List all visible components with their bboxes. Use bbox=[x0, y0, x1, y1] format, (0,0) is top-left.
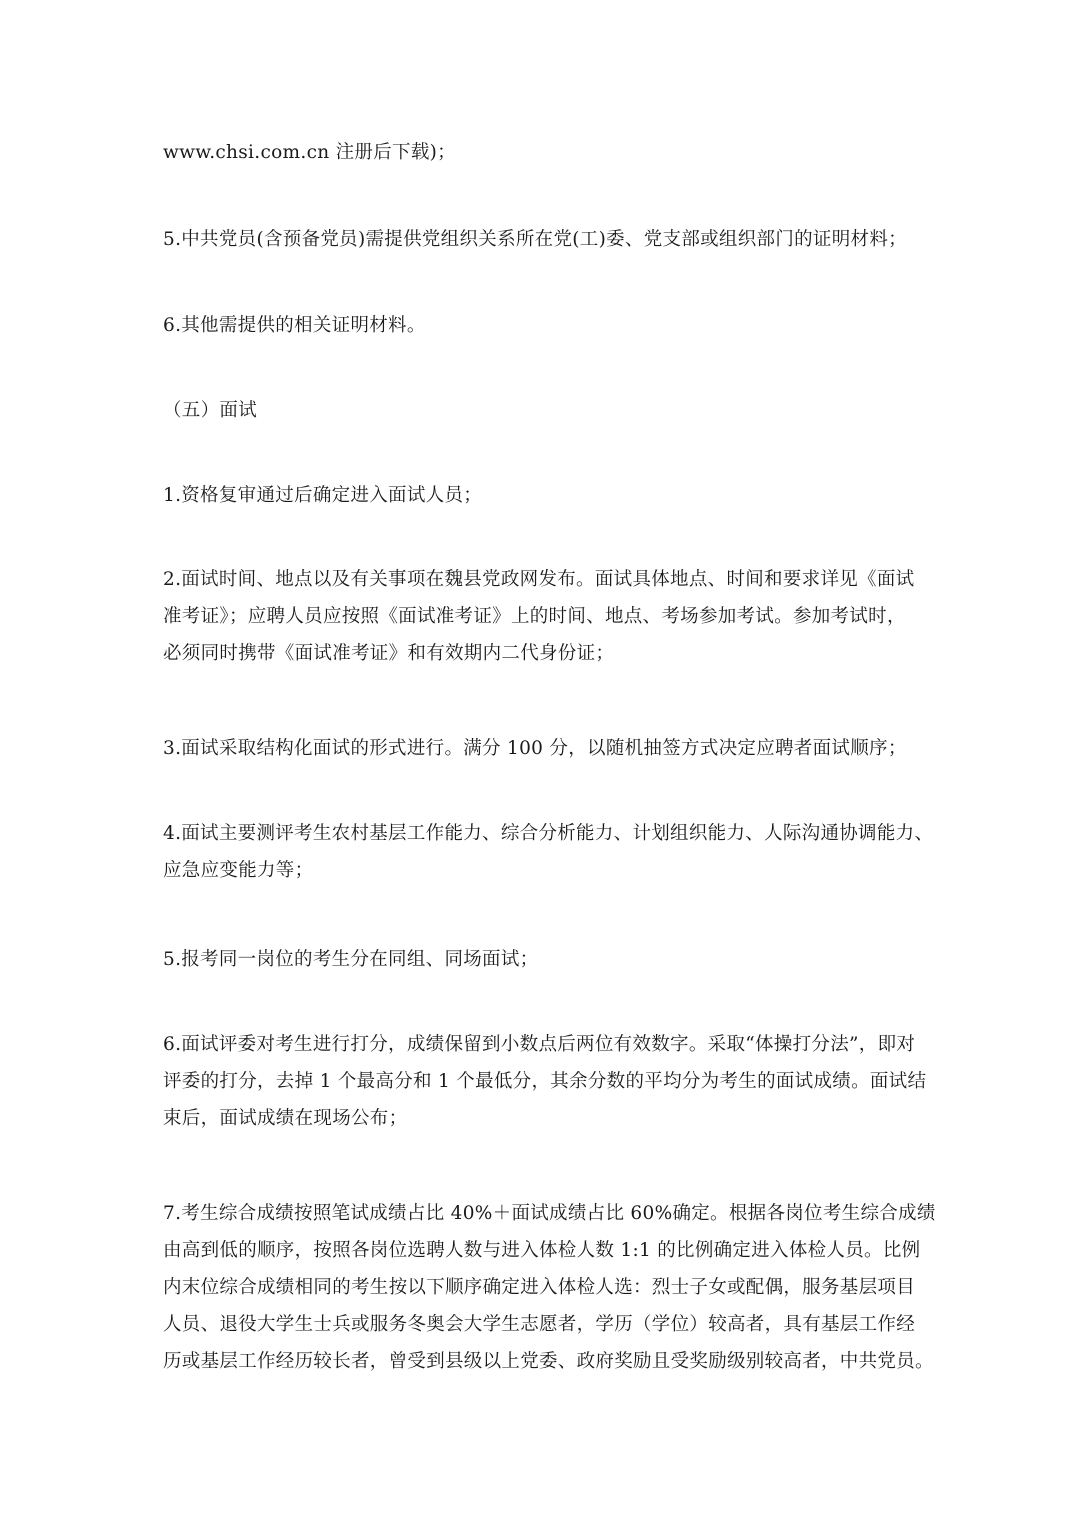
text-line: 评委的打分，去掉 1 个最高分和 1 个最低分，其余分数的平均分为考生的面试成绩。面试结 bbox=[163, 1071, 927, 1092]
text-line: 3.面试采取结构化面试的形式进行。满分 100 分，以随机抽签方式决定应聘者面试顺序； bbox=[163, 738, 907, 759]
paragraph-interview-1 bbox=[163, 477, 919, 514]
text-line: 必须同时携带《面试准考证》和有效期内二代身份证； bbox=[163, 643, 615, 664]
text-line: www.chsi.com.cn 注册后下载)； bbox=[163, 142, 456, 163]
text-line: 束后，面试成绩在现场公布； bbox=[163, 1108, 408, 1129]
text-line: 2.面试时间、地点以及有关事项在魏县党政网发布。面试具体地点、时间和要求详见《面试 bbox=[163, 569, 915, 590]
text-line: 6.其他需提供的相关证明材料。 bbox=[163, 315, 426, 336]
paragraph-interview-5 bbox=[163, 941, 919, 978]
paragraph-interview-7 bbox=[163, 1195, 936, 1380]
text-line: 历或基层工作经历较长者，曾受到县级以上党委、政府奖励且受奖励级别较高者，中共党员。 bbox=[163, 1351, 934, 1372]
text-line: 5.报考同一岗位的考生分在同组、同场面试； bbox=[163, 949, 539, 970]
paragraph-url-note bbox=[163, 134, 919, 171]
paragraph-other-materials bbox=[163, 307, 919, 344]
paragraph-interview-6 bbox=[163, 1026, 927, 1137]
paragraph-interview-4 bbox=[163, 815, 934, 889]
text-line: 4.面试主要测评考生农村基层工作能力、综合分析能力、计划组织能力、人际沟通协调能力、 bbox=[163, 823, 934, 844]
paragraph-interview-2 bbox=[163, 561, 919, 672]
text-line: 人员、退役大学生士兵或服务冬奥会大学生志愿者，学历（学位）较高者，具有基层工作经 bbox=[163, 1314, 916, 1335]
paragraph-interview-3 bbox=[163, 730, 919, 767]
text-line: 5.中共党员(含预备党员)需提供党组织关系所在党(工)委、党支部或组织部门的证明材料； bbox=[163, 229, 907, 250]
paragraph-party-member-proof bbox=[163, 221, 919, 258]
text-line: 1.资格复审通过后确定进入面试人员； bbox=[163, 485, 483, 506]
text-line: （五）面试 bbox=[163, 400, 258, 421]
section-heading-interview bbox=[163, 392, 919, 429]
text-line: 6.面试评委对考生进行打分，成绩保留到小数点后两位有效数字。采取“体操打分法”，即对 bbox=[163, 1034, 916, 1055]
text-line: 7.考生综合成绩按照笔试成绩占比 40%＋面试成绩占比 60%确定。根据各岗位考生综合成绩 bbox=[163, 1203, 936, 1224]
text-line: 应急应变能力等； bbox=[163, 860, 314, 881]
text-line: 由高到低的顺序，按照各岗位选聘人数与进入体检人数 1:1 的比例确定进入体检人员。比例 bbox=[163, 1240, 921, 1261]
text-line: 准考证》；应聘人员应按照《面试准考证》上的时间、地点、考场参加考试。参加考试时， bbox=[163, 606, 906, 627]
text-line: 内末位综合成绩相同的考生按以下顺序确定进入体检人选：烈士子女或配偶，服务基层项目 bbox=[163, 1277, 916, 1298]
